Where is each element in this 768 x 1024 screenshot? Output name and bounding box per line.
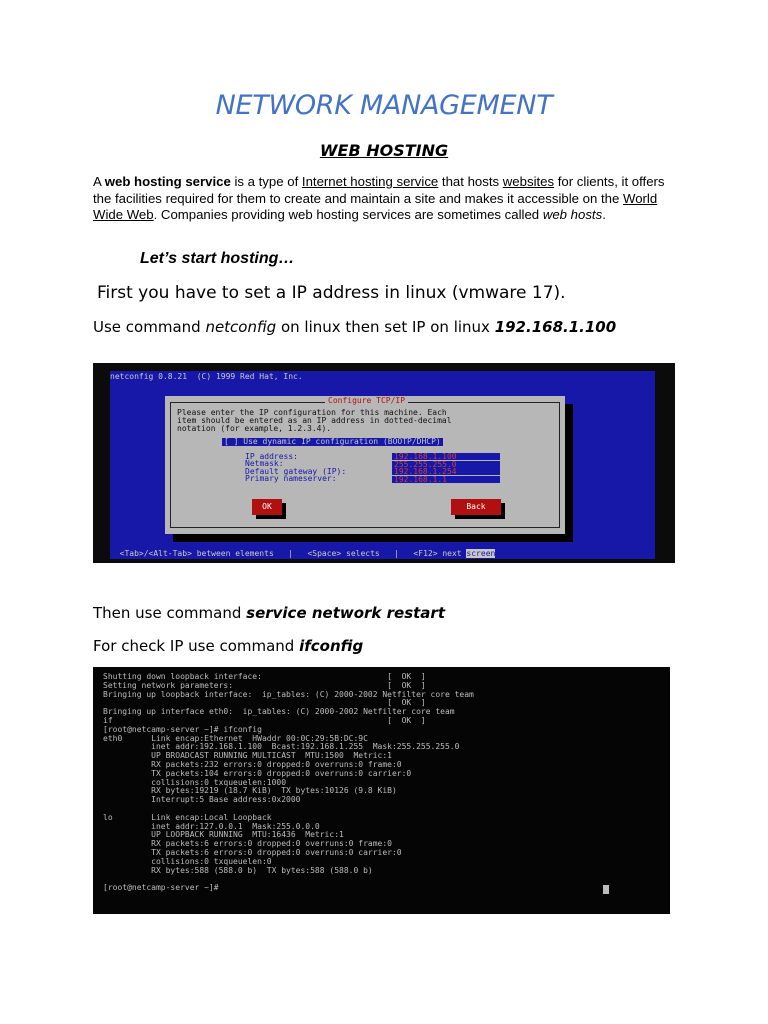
page-title: NETWORK MANAGEMENT [215, 90, 553, 121]
command-name: netconfig [205, 318, 277, 336]
intro-text: . [602, 207, 606, 223]
footer-hint: <Tab>/<Alt-Tab> between elements | <Space> selects | <F12> next [110, 549, 467, 558]
section-heading: WEB HOSTING [319, 141, 449, 160]
intro-text: for clients, it offers the facilities required for them to create and maintain a site and makes it accessible on the [93, 174, 665, 206]
terminal-output: Shutting down loopback interface: [ OK ] Setting network parameters: [ OK ] Bringing up loopback interface: ip_tables: (C) 2000-2002 Netfilter core team [ OK ] Bringing up interface eth0: ip_tables: (C) 2000-2002 Netfilter core team if [ OK ] [root@netcamp-server ~]# ifconfig eth0 Link encap:Ethernet HWaddr 00:0C:29:5B:DC:9C inet addr:192.168.1.100 Bcast:192.168.1.255 Mask:255.255.255.0 UP BROADCAST RUNNING MULTICAST MTU:1500 Metric:1 RX packets:232 errors:0 dropped:0 overruns:0 frame:0 TX packets:104 errors:0 dropped:0 overruns:0 carrier:0 collisions:0 txqueuelen:1000 RX bytes:19219 (18.7 KiB) TX bytes:10126 (9.8 KiB) Interrupt:5 Base address:0x2000 lo Link encap:Local Loopback inet addr:127.0.0.1 Mask:255.0.0.0 UP LOOPBACK RUNNING MTU:16436 Metric:1 RX packets:6 errors:0 dropped:0 overruns:0 frame:0 TX packets:6 errors:0 dropped:0 overruns:0 carrier:0 collisions:0 txqueuelen:0 RX bytes:588 (588.0 b) TX bytes:588 (588.0 b) [root@netcamp-server ~]# [103, 672, 474, 893]
world-wide-web-link[interactable]: World Wide Web [93, 190, 658, 223]
command-name: service network restart [246, 604, 445, 622]
dialog-instructions: Please enter the IP configuration for this machine. Each item should be entered as an IP address in dotted-decimal notation (for example, 1.2.3.4). [177, 408, 452, 433]
instruction-text: For check IP use command [93, 637, 300, 655]
ifconfig-instruction [93, 637, 363, 655]
ip-address-text: 192.168.1.100 [494, 318, 617, 336]
netconfig-background [110, 371, 655, 559]
first-step-text: First you have to set a IP address in linux (vmware 17). [97, 283, 566, 303]
gateway-field[interactable]: 192.168.1.254 [392, 468, 500, 475]
footer-hint-end: screen [466, 549, 496, 558]
intro-text: that hosts [438, 174, 503, 189]
intro-text: A [93, 174, 105, 189]
tcpip-dialog [165, 396, 565, 534]
dialog-title: Configure TCP/IP [325, 397, 408, 405]
intro-italic-term: web hosts [542, 207, 603, 223]
terminal-screenshot [93, 667, 670, 914]
dhcp-checkbox[interactable]: [ ] Use dynamic IP configuration (BOOTP/DHCP) [224, 437, 441, 446]
netconfig-footer [110, 549, 655, 559]
netmask-field[interactable]: 255.255.255.0 [392, 461, 500, 468]
internet-hosting-link[interactable]: Internet hosting service [301, 174, 439, 189]
field-labels: IP address: Netmask: Default gateway (IP): Primary nameserver: [245, 452, 347, 484]
netconfig-instruction [93, 318, 616, 336]
netconfig-header: netconfig 0.8.21 (C) 1999 Red Hat, Inc. [110, 372, 303, 381]
instruction-text: Then use command [93, 604, 247, 622]
intro-paragraph [93, 174, 678, 224]
instruction-text: on linux then set IP on linux [276, 318, 495, 336]
restart-instruction [93, 604, 445, 622]
websites-link[interactable]: websites [502, 174, 555, 189]
instruction-text: Use command [93, 318, 206, 336]
field-values [392, 453, 500, 483]
intro-text: is a type of [230, 174, 302, 189]
command-name: ifconfig [299, 637, 364, 655]
intro-text: . Companies providing web hosting services are sometimes called [153, 207, 543, 223]
terminal-cursor [603, 885, 609, 894]
lets-start-heading: Let’s start hosting… [140, 250, 295, 267]
ok-button[interactable]: OK [252, 499, 282, 515]
netconfig-screenshot [93, 363, 675, 563]
ip-address-field[interactable]: 192.168.1.100 [392, 453, 500, 460]
nameserver-field[interactable]: 192.168.1.1 [392, 476, 500, 483]
intro-bold-term: web hosting service [104, 174, 231, 189]
back-button[interactable]: Back [451, 499, 501, 515]
